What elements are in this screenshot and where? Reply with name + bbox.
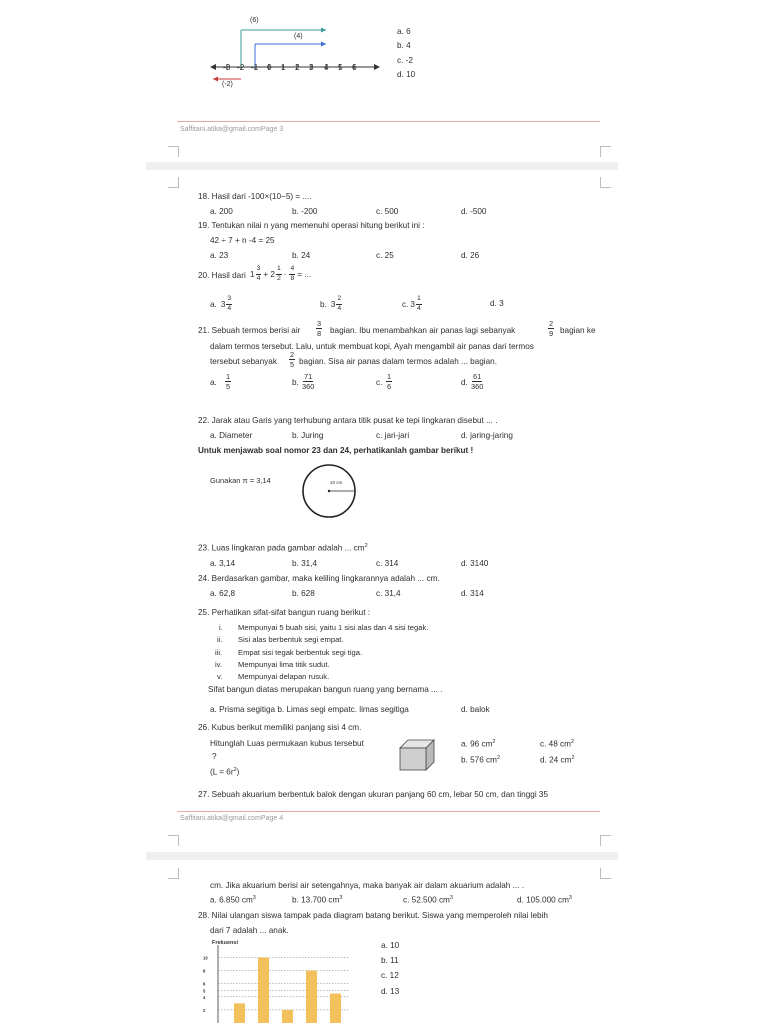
q21-line3a: tersebut sebanyak [210,357,277,366]
fraction [416,296,422,313]
page-divider-line [177,121,600,122]
unit-sup: 2 [496,755,501,761]
tick-label: 0 [267,63,272,72]
number-line-svg [210,10,380,95]
crop-mark [600,835,611,846]
q20-prefix: 20. Hasil dari [198,271,246,280]
bar-chart-svg [200,937,360,1024]
unit-sup: 3 [339,895,343,901]
q25-item-num: v. [217,672,223,681]
number-line-figure [210,10,380,95]
numerator: 71 [304,372,313,381]
y-tick-label: 4 [203,994,206,1000]
q20-w1: 1 [250,269,255,279]
option-text: d. 24 cm [540,755,572,765]
numerator: 2 [549,319,554,328]
q21-line1b: bagian. Ibu menambahkan air panas lagi sebanyak [330,326,516,335]
q21-fraction-3 [289,351,295,369]
option-b: b. 4 [397,41,411,50]
fraction [289,266,295,283]
q22-option-b: b. Juring [292,431,324,440]
denominator: 4 [256,274,261,282]
y-tick-label: 8 [203,968,206,974]
q20-option-c [402,296,422,313]
numberline-label-minus2: (-2) [222,81,233,88]
q23-option-a: a. 3,14 [210,559,236,568]
q28-line2: dari 7 adalah ... anak. [210,926,289,935]
tick-label: 4 [324,63,329,72]
q18-option-b: b. -200 [292,207,318,216]
q27-line1: 27. Sebuah akuarium berbentuk balok dengan ukuran panjang 60 cm, lebar 50 cm, dan tinggi 35 [198,790,549,799]
q27-option-d [517,896,572,905]
bar-chart [200,937,360,1024]
bar [306,971,317,1023]
q27-option-a [210,896,256,905]
bar [258,958,269,1023]
numerator: 3 [256,266,262,275]
q25-options-ab: a. Prisma segitiga b. Limas segi empatc. limas segitiga [210,705,409,714]
q22-option-d: d. jaring-jaring [461,431,513,440]
q19-equation: 42 ÷ 7 + n -4 = 25 [210,236,275,245]
q23-option-c: c. 314 [376,559,399,568]
q24-text: 24. Berdasarkan gambar, maka keliling lingkarannya adalah ... cm. [198,574,440,583]
fraction [226,296,232,313]
q28-option-d: d. 13 [381,987,400,996]
q20-option-b [320,296,342,313]
option-text: c. 52.500 cm [403,895,450,905]
formula-sup: 2 [233,767,237,773]
q21-option-b-fraction [302,373,314,391]
unit-sup: 2 [492,739,496,745]
q21-option-d-label: d. [461,378,468,387]
tick-label: -3 [223,63,231,72]
q26-option-b [461,756,500,765]
tick-label: 2 [295,63,300,72]
q18-text: 18. Hasil dari -100×(10−5) = .... [198,192,312,201]
q25-option-d: d. balok [461,705,490,714]
q21-fraction-2 [548,320,554,338]
y-axis-label: Frekuensi [212,940,238,946]
numberline-label-6: (6) [250,17,259,24]
q28-line1: 28. Nilai ulangan siswa tampak pada diagram batang berikut. Siswa yang memperoleh nilai lebih [198,911,548,920]
option-a: a. 6 [397,27,411,36]
q21-option-c-fraction [386,373,392,391]
q28-option-a: a. 10 [381,941,400,950]
denominator: 4 [337,304,342,312]
tick-label: -2 [237,63,245,72]
q26-text: 26. Kubus berikut memiliki panjang sisi 4 cm. [198,723,362,732]
q28-option-c: c. 12 [381,971,399,980]
q19-option-d: d. 26 [461,251,480,260]
q28-option-b: b. 11 [381,956,399,965]
numberline-label-4: (4) [294,33,303,40]
pi-note: Gunakan π = 3,14 [210,476,271,485]
denominator: 2 [276,274,281,282]
tick-label: 1 [281,63,286,72]
bar [234,1003,245,1023]
circle-svg [301,463,357,519]
q27-line2: cm. Jika akuarium berisi air setengahnya, maka banyak air dalam akuarium adalah ... . [210,881,525,890]
denominator: 5 [290,360,295,370]
page-footer: Saffitani.atika@gmail.comPage 4 [180,815,284,822]
q21-line3b: bagian. Sisa air panas dalam termos adalah ... bagian. [299,357,497,366]
crop-mark [168,177,179,188]
numerator: 1 [416,296,422,305]
bar [330,994,341,1023]
whole: 3 [330,299,336,309]
denominator: 5 [226,382,231,392]
q20-op1: + 2 [263,269,275,279]
whole: 3 [220,299,226,309]
page-footer: Saffitani.atika@gmail.comPage 3 [180,126,284,133]
tick-label: 5 [338,63,343,72]
q20-option-a [210,296,232,313]
circle-figure [301,463,357,519]
q18-option-d: d. -500 [461,207,487,216]
q24-option-a: a. 62,8 [210,589,236,598]
q24-option-c: c. 31,4 [376,589,401,598]
q23-option-d: d. 3140 [461,559,489,568]
q23-option-b: b. 31,4 [292,559,318,568]
q26-option-a [461,740,495,749]
page-gap [146,162,618,170]
denominator: 8 [317,329,322,339]
numerator: 1 [387,372,392,381]
denominator: 9 [549,329,554,339]
q23-text-body: 23. Luas lingkaran pada gambar adalah ... cm [198,543,365,553]
q27-option-c [403,896,453,905]
q22-option-a: a. Diameter [210,431,253,440]
q21-option-a-fraction [225,373,231,391]
q21-option-a-label: a. [210,378,217,387]
q25-item-num: iii. [215,648,223,657]
crop-mark [168,146,179,157]
q25-item-text: Empat sisi tegak berbentuk segi tiga. [238,648,363,657]
q25-item-text: Mempunyai 5 buah sisi, yaitu 1 sisi alas dan 4 sisi tegak. [238,623,429,632]
formula-end: ) [236,767,240,777]
q20-expression [250,266,311,283]
crop-mark [168,835,179,846]
y-tick-label: 10 [203,955,208,961]
denominator: 4 [416,304,421,312]
option-d: d. 10 [397,70,416,79]
option-text: c. 48 cm [540,739,571,749]
denominator: 4 [227,304,232,312]
option-text: a. 96 cm [461,739,493,749]
q25-item-text: Mempunyai delapan rusuk. [238,672,330,681]
page-divider-line [177,811,600,812]
q20-end: = ... [297,269,312,279]
option-label: c. [402,299,409,309]
denominator: 8 [290,274,295,282]
whole: 3 [410,299,415,309]
unit-sup: 3 [449,895,453,901]
q21-line1c: bagian ke [560,326,596,335]
unit-sup: 2 [570,739,575,745]
option-text: d. 105.000 cm [517,895,569,905]
q21-option-c-label: c. [376,378,383,387]
denominator: 6 [387,382,392,392]
cube-figure [398,738,436,772]
q21-fraction-1 [316,320,322,338]
q21-option-b-label: b. [292,378,299,387]
unit-sup: 3 [252,895,256,901]
tick-label: 3 [309,63,314,72]
q26-formula [210,768,239,777]
q19-text: 19. Tentukan nilai n yang memenuhi operasi hitung berikut ini : [198,221,425,230]
q19-option-b: b. 24 [292,251,311,260]
formula-body: (L = 6r [210,767,234,777]
numerator: 3 [226,296,232,305]
instruction-text: Untuk menjawab soal nomor 23 dan 24, perhatikanlah gambar berikut ! [198,446,474,455]
q19-option-a: a. 23 [210,251,229,260]
q20-option-d: d. 3 [490,299,504,308]
numerator: 1 [226,372,231,381]
q18-option-a: a. 200 [210,207,233,216]
y-tick-label: 5 [203,988,206,994]
crop-mark [600,146,611,157]
q25-item-num: i. [219,623,223,632]
unit-sup: 3 [568,895,572,901]
q26-qmark: ? [212,752,217,761]
q26-option-c [540,740,574,749]
q25-item-text: Mempunyai lima titik sudut. [238,660,330,669]
cube-svg [398,738,436,772]
q25-text: 25. Perhatikan sifat-sifat bangun ruang berikut : [198,608,371,617]
option-c: c. -2 [397,56,413,65]
q22-text: 22. Jarak atau Garis yang terhubung antara titik pusat ke tepi lingkaran disebut ... . [198,416,498,425]
numerator: 2 [336,296,342,305]
option-label: a. [210,299,217,309]
fraction [256,266,262,283]
q24-option-b: b. 628 [292,589,315,598]
option-label: b. [320,299,327,309]
crop-mark [600,868,611,879]
q25-item-text: Sisi alas berbentuk segi empat. [238,635,344,644]
q26-option-d [540,756,574,765]
denominator: 360 [471,382,484,392]
radius-label: 10 cm [330,480,343,485]
numerator: 3 [317,319,322,328]
q25-item-num: iv. [215,660,223,669]
numerator: 2 [290,350,295,359]
numerator: 4 [289,266,295,275]
q24-option-d: d. 314 [461,589,484,598]
q19-option-c: c. 25 [376,251,394,260]
unit-sup: 2 [571,755,575,761]
y-tick-label: 2 [203,1007,206,1013]
numerator: 61 [473,372,482,381]
page-gap [146,852,618,860]
q25-question: Sifat bangun diatas merupakan bangun ruang yang bernama ... . [208,685,443,694]
q22-option-c: c. jari-jari [376,431,410,440]
q23-text [198,544,368,553]
numerator: 1 [276,266,282,275]
crop-mark [600,177,611,188]
q21-line1a: 21. Sebuah termos berisi air [198,326,301,335]
q25-item-num: ii. [217,635,223,644]
option-text: b. 576 cm [461,755,497,765]
tick-label: -1 [251,63,259,72]
fraction [276,266,282,283]
option-text: b. 13.700 cm [292,895,340,905]
option-text: a. 6.850 cm [210,895,253,905]
crop-mark [168,868,179,879]
bar [282,1010,293,1023]
q23-superscript: 2 [364,543,368,549]
y-tick-label: 6 [203,981,206,987]
q27-option-b [292,896,342,905]
denominator: 360 [302,382,315,392]
q26-line2: Hitunglah Luas permukaan kubus tersebut [210,739,364,748]
q21-line2: dalam termos tersebut. Lalu, untuk membuat kopi, Ayah mengambil air panas dari termos [210,342,534,351]
fraction [336,296,342,313]
q18-option-c: c. 500 [376,207,399,216]
q21-option-d-fraction [471,373,483,391]
tick-label: 6 [352,63,357,72]
q20-op2: · [283,269,287,279]
